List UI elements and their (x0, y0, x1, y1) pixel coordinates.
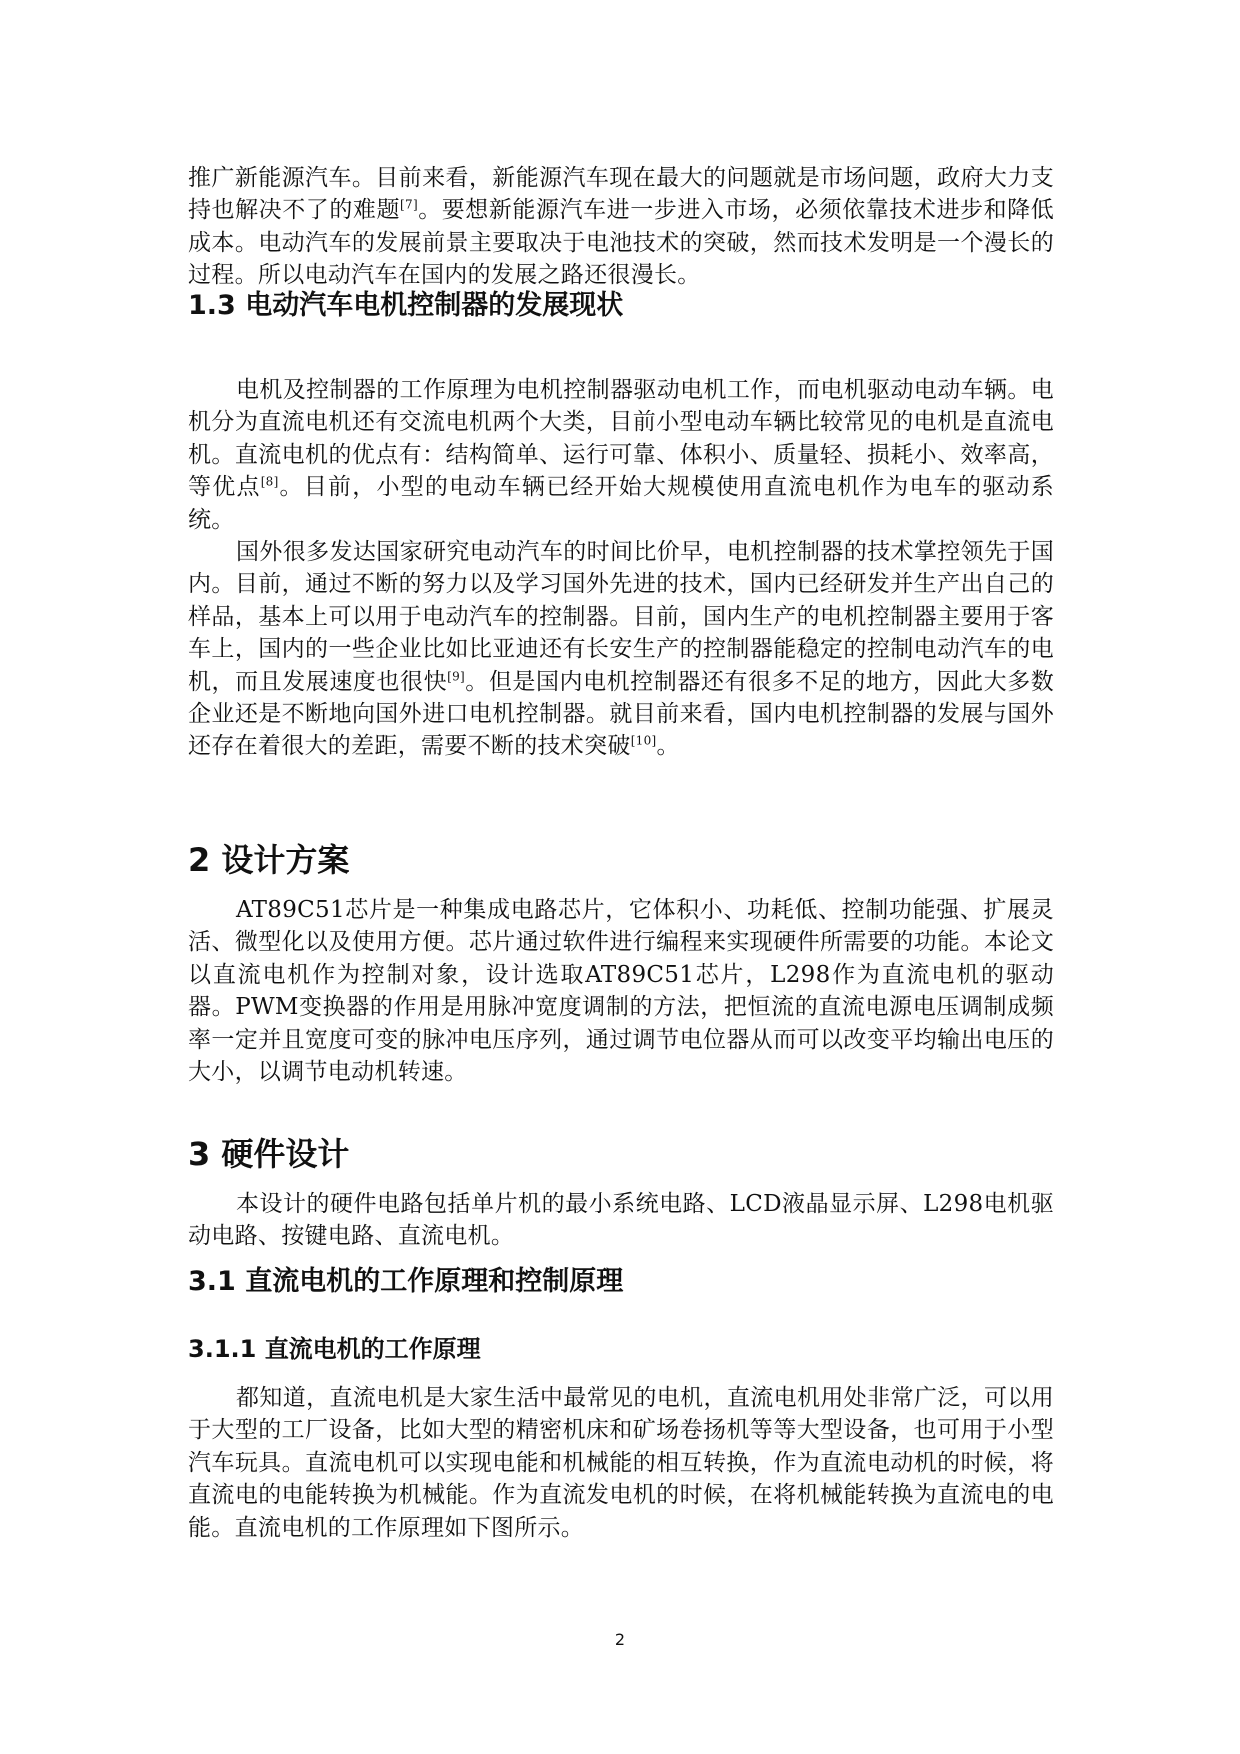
page-number: 2 (614, 1630, 626, 1649)
citation-10: [10] (630, 733, 657, 748)
section-2-body (188, 894, 1054, 1088)
section-1-3-body (188, 374, 1054, 763)
paragraph: 本设计的硬件电路包括单片机的最小系统电路、LCD液晶显示屏、L298电机驱动电路、按键电路、直流电机。 (188, 1191, 1054, 1250)
paragraph-text: 。但是国内电机控制器还有很多不足的地方，因此大多数企业还是不断地向国外进口电机控制器。就目前来看，国内电机控制器的发展与国外还存在着很大的差距，需要不断的技术突破 (188, 668, 1054, 760)
section-3-body (188, 1188, 1054, 1253)
paragraph: AT89C51芯片是一种集成电路芯片，它体积小、功耗低、控制功能强、扩展灵活、微型化以及使用方便。芯片通过软件进行编程来实现硬件所需要的功能。本论文以直流电机作为控制对象，设计选取AT89C51芯片，L298作为直流电机的驱动器。PWM变换器的作用是用脉冲宽度调制的方法，把恒流的直流电源电压调制成频率一定并且宽度可变的脉冲电压序列，通过调节电位器从而可以改变平均输出电压的大小，以调节电动机转速。 (188, 897, 1054, 1086)
section-heading-1-3: 1.3 电动汽车电机控制器的发展现状 (188, 290, 624, 321)
citation-8: [8] (260, 474, 279, 489)
paragraph-text: 。目前，小型的电动车辆已经开始大规模使用直流电机作为电车的驱动系统。 (188, 474, 1054, 533)
paragraph (188, 374, 1054, 536)
paragraph-text: 推广新能源汽车。目前来看，新能源汽车现在最大的问题就是市场问题，政府大力支持也解决不了的难题 (188, 165, 1054, 224)
paragraph-text: 电机及控制器的工作原理为电机控制器驱动电机工作，而电机驱动电动车辆。电机分为直流电机还有交流电机两个大类，目前小型电动车辆比较常见的电机是直流电机。直流电机的优点有：结构简单、运行可靠、体积小、质量轻、损耗小、效率高，等优点 (188, 377, 1054, 501)
citation-7: [7] (400, 197, 418, 212)
section-heading-3-1-1: 3.1.1 直流电机的工作原理 (188, 1335, 481, 1363)
paragraph-text: 国外很多发达国家研究电动汽车的时间比价早，电机控制器的技术掌控领先于国内。目前，通过不断的努力以及学习国外先进的技术，国内已经研发并生产出自己的样品，基本上可以用于电动汽车的控制器。目前，国内生产的电机控制器主要用于客车上，国内的一些企业比如比亚迪还有长安生产的控制器能稳定的控制电动汽车的电机，而且发展速度也很快 (188, 539, 1054, 695)
citation-9: [9] (447, 669, 466, 683)
paragraph-text: 。 (656, 733, 680, 760)
section-heading-3-1: 3.1 直流电机的工作原理和控制原理 (188, 1266, 624, 1297)
section-heading-3: 3 硬件设计 (188, 1135, 350, 1173)
section-heading-2: 2 设计方案 (188, 841, 350, 879)
section-3-1-1-body (188, 1382, 1054, 1544)
paragraph-intro-continued (188, 162, 1054, 292)
paragraph-text: 。要想新能源汽车进一步进入市场，必须依靠技术进步和降低成本。电动汽车的发展前景主要取决于电池技术的突破，然而技术发明是一个漫长的过程。所以电动汽车在国内的发展之路还很漫长。 (188, 197, 1054, 289)
paragraph: 都知道，直流电机是大家生活中最常见的电机，直流电机用处非常广泛，可以用于大型的工厂设备，比如大型的精密机床和矿场卷扬机等等大型设备，也可用于小型汽车玩具。直流电机可以实现电能和机械能的相互转换，作为直流电动机的时候，将直流电的电能转换为机械能。作为直流发电机的时候，在将机械能转换为直流电的电能。直流电机的工作原理如下图所示。 (188, 1385, 1054, 1541)
paragraph (188, 536, 1054, 763)
